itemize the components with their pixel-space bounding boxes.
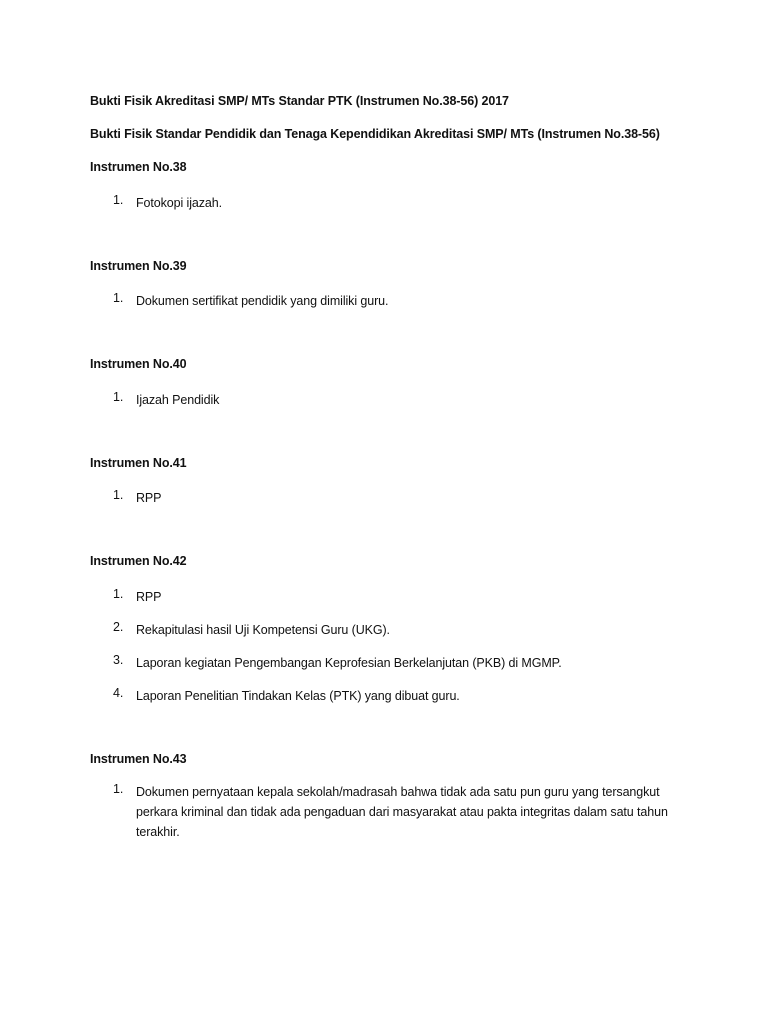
list-item-text: Laporan Penelitian Tindakan Kelas (PTK) yang dibuat guru. bbox=[136, 689, 460, 703]
list-item-text: Rekapitulasi hasil Uji Kompetensi Guru (UKG). bbox=[136, 623, 390, 637]
list-item bbox=[113, 193, 676, 213]
list-item-number: 1. bbox=[113, 488, 124, 502]
section-heading: Instrumen No.38 bbox=[90, 160, 187, 174]
list-item-number: 4. bbox=[113, 686, 124, 700]
list-item-number: 1. bbox=[113, 390, 124, 404]
list-item-text: Ijazah Pendidik bbox=[136, 393, 220, 407]
list-item bbox=[113, 390, 676, 410]
list-item bbox=[113, 587, 676, 607]
document-subtitle: Bukti Fisik Standar Pendidik dan Tenaga Kependidikan Akreditasi SMP/ MTs (Instrumen No.38-56) bbox=[90, 127, 660, 141]
list-item-number: 1. bbox=[113, 193, 124, 207]
list-item-text: Dokumen pernyataan kepala sekolah/madrasah bahwa tidak ada satu pun guru yang tersangkut perkara kriminal dan tidak ada pengaduan dari masyarakat atau pakta integritas dalam satu tahun terakhir. bbox=[136, 785, 668, 839]
list-item-number: 3. bbox=[113, 653, 124, 667]
list-item-number: 1. bbox=[113, 291, 124, 305]
list-item-text: Laporan kegiatan Pengembangan Keprofesian Berkelanjutan (PKB) di MGMP. bbox=[136, 656, 562, 670]
list-item-text: RPP bbox=[136, 491, 162, 505]
list-item-number: 2. bbox=[113, 620, 124, 634]
list-item-text: RPP bbox=[136, 590, 162, 604]
document-title: Bukti Fisik Akreditasi SMP/ MTs Standar PTK (Instrumen No.38-56) 2017 bbox=[90, 94, 509, 108]
list-item bbox=[113, 620, 676, 640]
list-item bbox=[113, 653, 676, 673]
section-heading: Instrumen No.41 bbox=[90, 456, 187, 470]
list-item bbox=[113, 686, 676, 706]
list-item bbox=[113, 291, 676, 311]
list-item-text: Dokumen sertifikat pendidik yang dimiliki guru. bbox=[136, 294, 389, 308]
section-heading: Instrumen No.39 bbox=[90, 259, 187, 273]
section-heading: Instrumen No.40 bbox=[90, 357, 187, 371]
list-item bbox=[113, 488, 676, 508]
list-item-number: 1. bbox=[113, 587, 124, 601]
list-item bbox=[113, 782, 676, 842]
section-heading: Instrumen No.42 bbox=[90, 554, 187, 568]
list-item-number: 1. bbox=[113, 782, 124, 796]
list-item-text: Fotokopi ijazah. bbox=[136, 196, 222, 210]
section-heading: Instrumen No.43 bbox=[90, 752, 187, 766]
